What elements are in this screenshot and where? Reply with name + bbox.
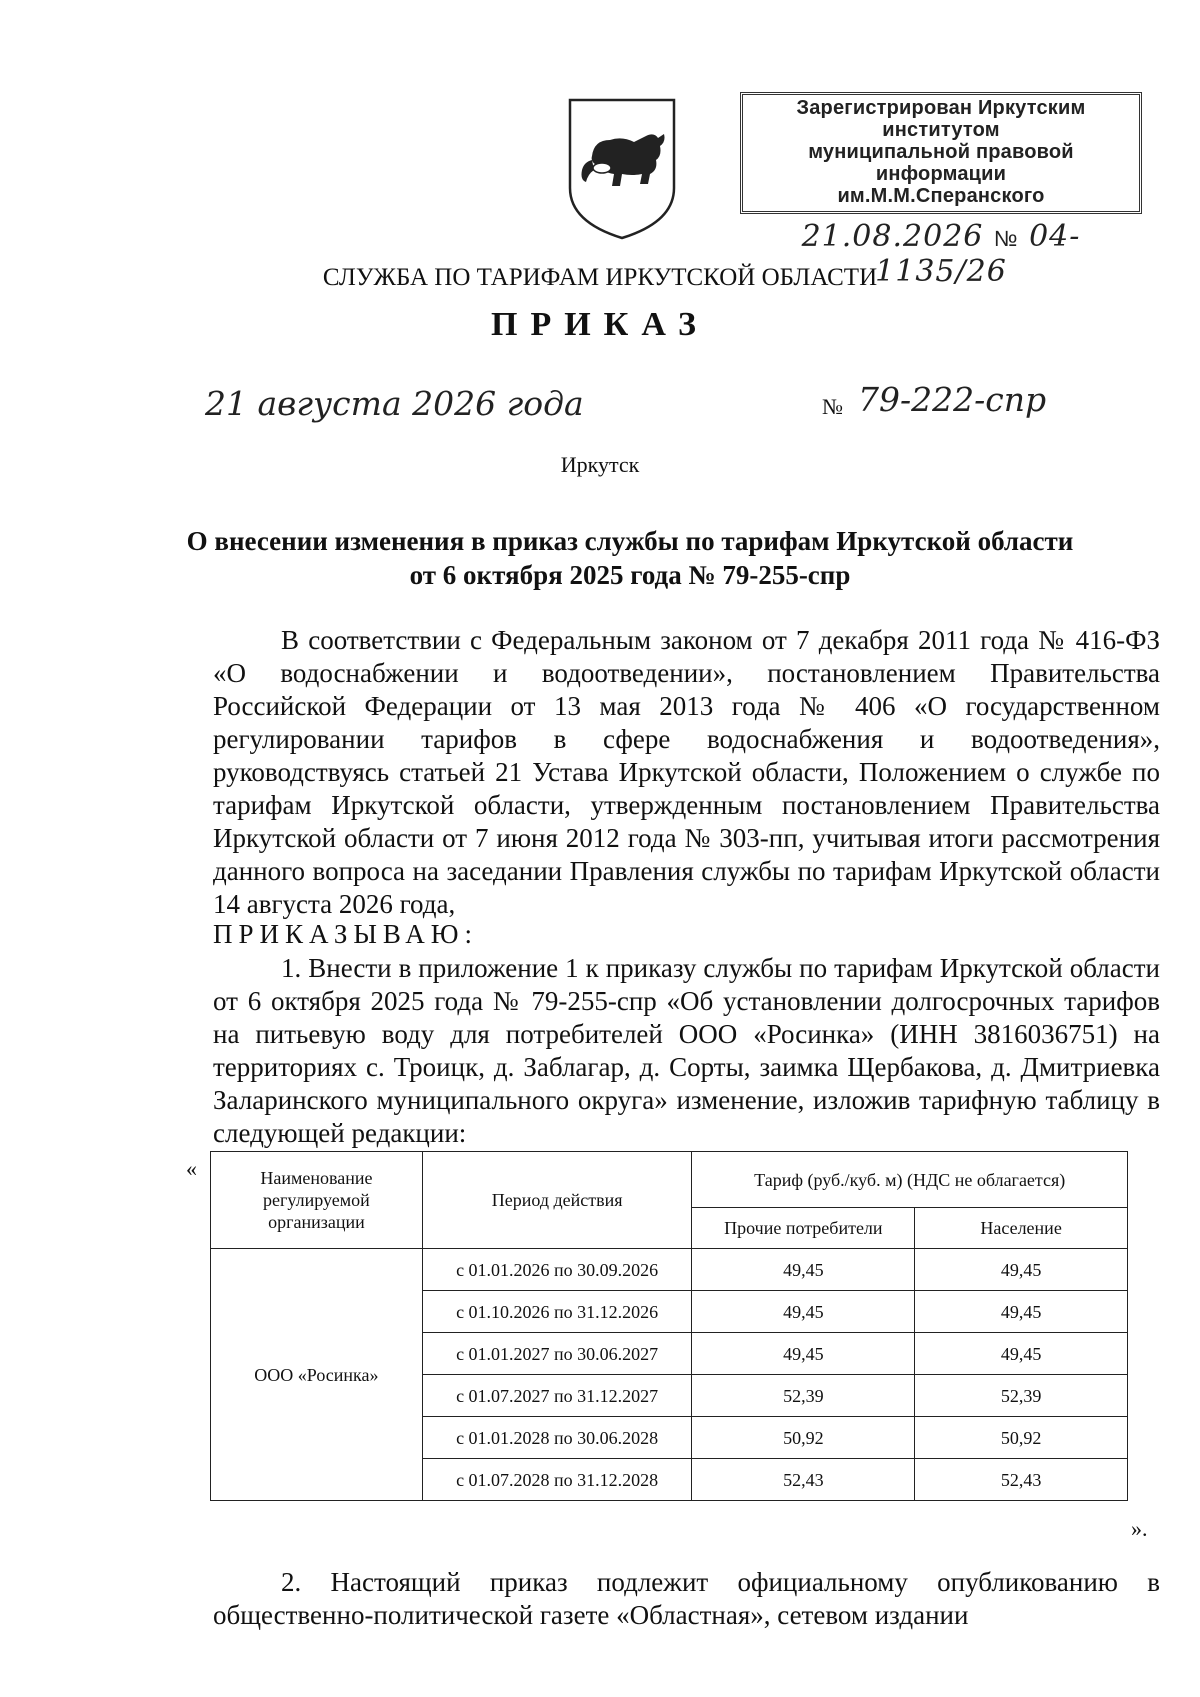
irkutsk-coat-of-arms-icon xyxy=(562,96,682,242)
agency-name: СЛУЖБА ПО ТАРИФАМ ИРКУТСКОЙ ОБЛАСТИ xyxy=(322,264,878,291)
registration-stamp xyxy=(740,92,1142,289)
header-organization: Наименование регулируемой организации xyxy=(211,1152,423,1249)
order-number: 79-222-спр xyxy=(858,380,1047,419)
other-tariff-cell: 52,43 xyxy=(692,1459,915,1501)
stamp-line-1: Зарегистрирован Иркутским институтом xyxy=(796,97,1086,141)
preamble-paragraph: В соответствии с Федеральным законом от 7 декабря 2011 года № 416-ФЗ «О водоснабжении и водоотведении», постановлением Правительства Российской Федерации от 13 мая 2013 года № 406 «О государственном регулировании тарифов в сфере водоснабжения и водоотведения», руководствуясь статьей 21 Устава Иркутской области, Положением о службе по тарифам Иркутской области, утвержденным постановлением Правительства Иркутской области от 7 июня 2012 года № 303-пп, учитывая итоги рассмотрения данного вопроса на заседании Правления службы по тарифам Иркутской области 14 августа 2026 года, xyxy=(213,625,1160,919)
period-cell: с 01.07.2027 по 31.12.2027 xyxy=(422,1375,692,1417)
other-tariff-cell: 52,39 xyxy=(692,1375,915,1417)
population-tariff-cell: 52,43 xyxy=(915,1459,1128,1501)
decree-word: ПРИКАЗЫВАЮ: xyxy=(213,919,478,949)
subject-line-1: О внесении изменения в приказ службы по тарифам Иркутской области xyxy=(186,526,1074,556)
period-cell: с 01.10.2026 по 31.12.2026 xyxy=(422,1291,692,1333)
subject-line-2: от 6 октября 2025 года № 79-255-спр xyxy=(409,560,851,590)
stamp-reg-no-label: № xyxy=(993,226,1019,251)
order-subject xyxy=(130,524,1130,592)
other-tariff-cell: 50,92 xyxy=(692,1417,915,1459)
period-cell: с 01.01.2026 по 30.09.2026 xyxy=(422,1249,692,1291)
closing-quote: ». xyxy=(1131,1516,1148,1541)
header-tariff: Тариф (руб./куб. м) (НДС не облагается) xyxy=(692,1152,1128,1208)
item-2-paragraph: 2. Настоящий приказ подлежит официальному опубликованию в общественно-политической газете «Областная», сетевом издании xyxy=(213,1567,1160,1630)
population-tariff-cell: 49,45 xyxy=(915,1249,1128,1291)
order-number-label: № xyxy=(822,394,843,419)
header-other-consumers: Прочие потребители xyxy=(692,1208,915,1249)
population-tariff-cell: 49,45 xyxy=(915,1333,1128,1375)
tariff-table xyxy=(210,1151,1128,1501)
header-period: Период действия xyxy=(422,1152,692,1249)
item-1-paragraph: 1. Внести в приложение 1 к приказу службы по тарифам Иркутской области от 6 октября 2025 года № 79-255-спр «Об установлении долгосрочных тарифов на питьевую воду для потребителей ООО «Росинка» (ИНН 3816036751) на территориях с. Троицк, д. Заблагар, д. Сорты, заимка Щербакова, д. Дмитриевка Заларинского муниципального округа» изменение, изложив тарифную таблицу в следующей редакции: xyxy=(213,953,1160,1148)
table-row xyxy=(211,1249,1128,1291)
other-tariff-cell: 49,45 xyxy=(692,1291,915,1333)
other-tariff-cell: 49,45 xyxy=(692,1249,915,1291)
stamp-reg-date: 21.08.2026 xyxy=(801,219,984,254)
population-tariff-cell: 52,39 xyxy=(915,1375,1128,1417)
organization-cell: ООО «Росинка» xyxy=(211,1249,423,1501)
population-tariff-cell: 49,45 xyxy=(915,1291,1128,1333)
period-cell: с 01.01.2028 по 30.06.2028 xyxy=(422,1417,692,1459)
stamp-line-3: им.М.М.Сперанского xyxy=(837,185,1045,207)
header-population: Население xyxy=(915,1208,1128,1249)
period-cell: с 01.07.2028 по 31.12.2028 xyxy=(422,1459,692,1501)
document-type: ПРИКАЗ xyxy=(491,306,709,343)
period-cell: с 01.01.2027 по 30.06.2027 xyxy=(422,1333,692,1375)
stamp-line-2: муниципальной правовой информации xyxy=(808,141,1074,185)
opening-quote: « xyxy=(186,1156,197,1181)
stamp-reg-no: 04-1135/26 xyxy=(875,219,1081,289)
city: Иркутск xyxy=(560,452,640,477)
order-date: 21 августа 2026 года xyxy=(205,384,584,423)
other-tariff-cell: 49,45 xyxy=(692,1333,915,1375)
population-tariff-cell: 50,92 xyxy=(915,1417,1128,1459)
